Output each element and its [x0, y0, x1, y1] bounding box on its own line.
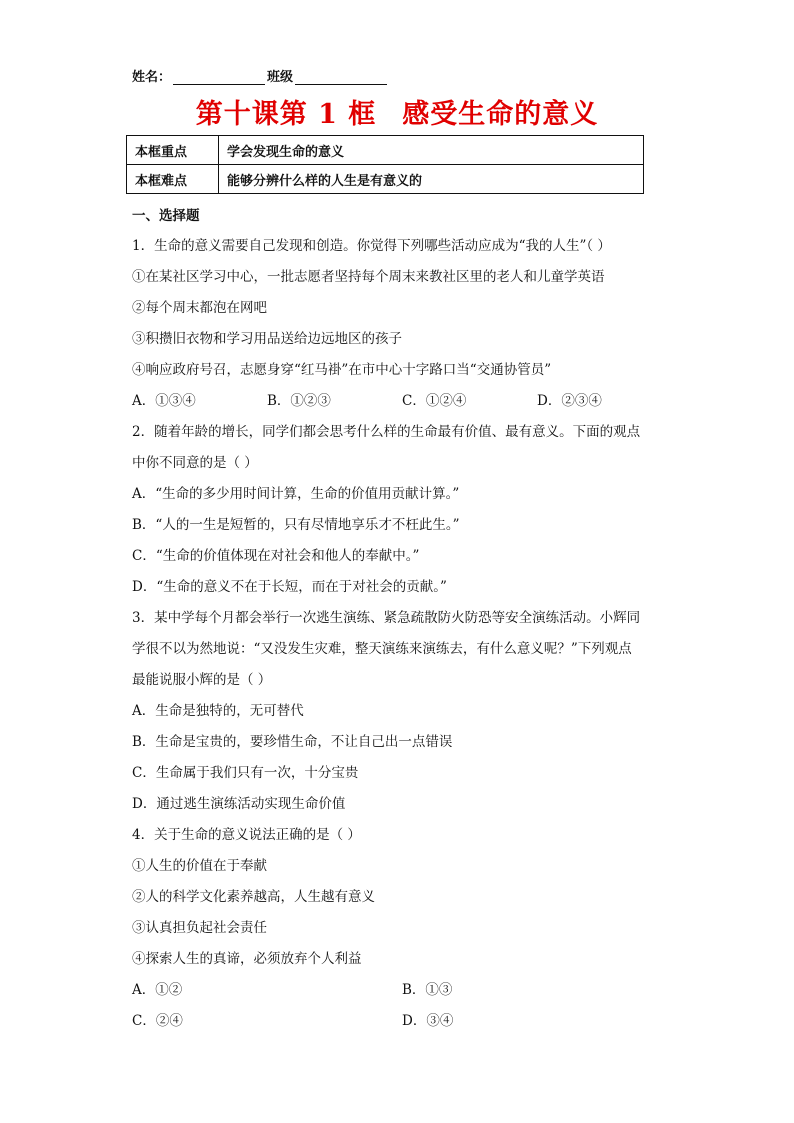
q3-stem-cont: 学很不以为然地说：“又没发生灾难，整天演练来演练去，有什么意义呢？”下列观点 [132, 641, 632, 657]
q3-option-a[interactable]: A．生命是独特的，无可替代 [132, 703, 304, 719]
student-info-line [132, 66, 387, 85]
table-row [127, 136, 644, 165]
q1-option-b[interactable]: B．①②③ [267, 393, 331, 409]
q1-option-c[interactable]: C．①②④ [402, 393, 467, 409]
q4-item: ③认真担负起社会责任 [132, 920, 267, 936]
q4-stem: 4．关于生命的意义说法正确的是（ ） [132, 827, 361, 843]
q4-option-b[interactable]: B．①③ [402, 982, 453, 998]
q3-stem-end: 最能说服小辉的是（ ） [132, 672, 272, 688]
q4-item: ④探索人生的真谛，必须放弃个人利益 [132, 951, 362, 967]
q4-item: ①人生的价值在于奉献 [132, 858, 267, 874]
lesson-focus-table [126, 135, 644, 194]
q3-option-b[interactable]: B．生命是宝贵的，要珍惜生命，不让自己出一点错误 [132, 734, 453, 750]
q4-option-d[interactable]: D．③④ [402, 1013, 454, 1029]
q4-option-a[interactable]: A．①② [132, 982, 183, 998]
q3-option-d[interactable]: D．通过逃生演练活动实现生命价值 [132, 796, 346, 812]
name-label: 姓名： [132, 70, 172, 85]
q1-item: ③积攒旧衣物和学习用品送给边远地区的孩子 [132, 331, 402, 347]
q4-options-row1 [132, 975, 672, 1006]
difficulty-key: 本框难点 [127, 165, 219, 194]
q2-option-a[interactable]: A．“生命的多少用时间计算，生命的价值用贡献计算。” [132, 486, 460, 502]
question-content [132, 205, 672, 1037]
section-heading: 一、选择题 [132, 208, 200, 224]
q2-stem: 2．随着年龄的增长，同学们都会思考什么样的生命最有价值、最有意义。下面的观点 [132, 424, 641, 440]
q4-options-row2 [132, 1006, 672, 1037]
q3-option-c[interactable]: C．生命属于我们只有一次，十分宝贵 [132, 765, 359, 781]
q1-item: ①在某社区学习中心，一批志愿者坚持每个周末来教社区里的老人和儿童学英语 [132, 269, 605, 285]
q1-item: ④响应政府号召，志愿身穿“红马褂”在市中心十字路口当“交通协管员” [132, 362, 552, 378]
table-row [127, 165, 644, 194]
q4-option-c[interactable]: C．②④ [132, 1013, 183, 1029]
difficulty-value: 能够分辨什么样的人生是有意义的 [219, 165, 644, 194]
class-blank[interactable] [295, 70, 387, 85]
q1-stem: 1．生命的意义需要自己发现和创造。你觉得下列哪些活动应成为“我的人生”（ ） [132, 238, 611, 254]
name-blank[interactable] [173, 70, 265, 85]
focus-value: 学会发现生命的意义 [219, 136, 644, 165]
q2-option-c[interactable]: C．“生命的价值体现在对社会和他人的奉献中。” [132, 548, 420, 564]
q2-stem-cont: 中你不同意的是（ ） [132, 455, 258, 471]
q1-item: ②每个周末都泡在网吧 [132, 300, 267, 316]
title-lesson: 第十课第 1 框 [195, 99, 377, 130]
q4-item: ②人的科学文化素养越高，人生越有意义 [132, 889, 375, 905]
q1-options [132, 386, 672, 417]
class-label: 班级 [267, 70, 294, 85]
q3-stem: 3．某中学每个月都会举行一次逃生演练、紧急疏散防火防恐等安全演练活动。小辉同 [132, 610, 641, 626]
q2-option-b[interactable]: B．“人的一生是短暂的，只有尽情地享乐才不枉此生。” [132, 517, 460, 533]
title-topic: 感受生命的意义 [402, 99, 599, 130]
focus-key: 本框重点 [127, 136, 219, 165]
q1-option-a[interactable]: A．①③④ [132, 393, 196, 409]
q2-option-d[interactable]: D．“生命的意义不在于长短，而在于对社会的贡献。” [132, 579, 447, 595]
q1-option-d[interactable]: D．②③④ [537, 393, 602, 409]
page-title [0, 92, 794, 131]
